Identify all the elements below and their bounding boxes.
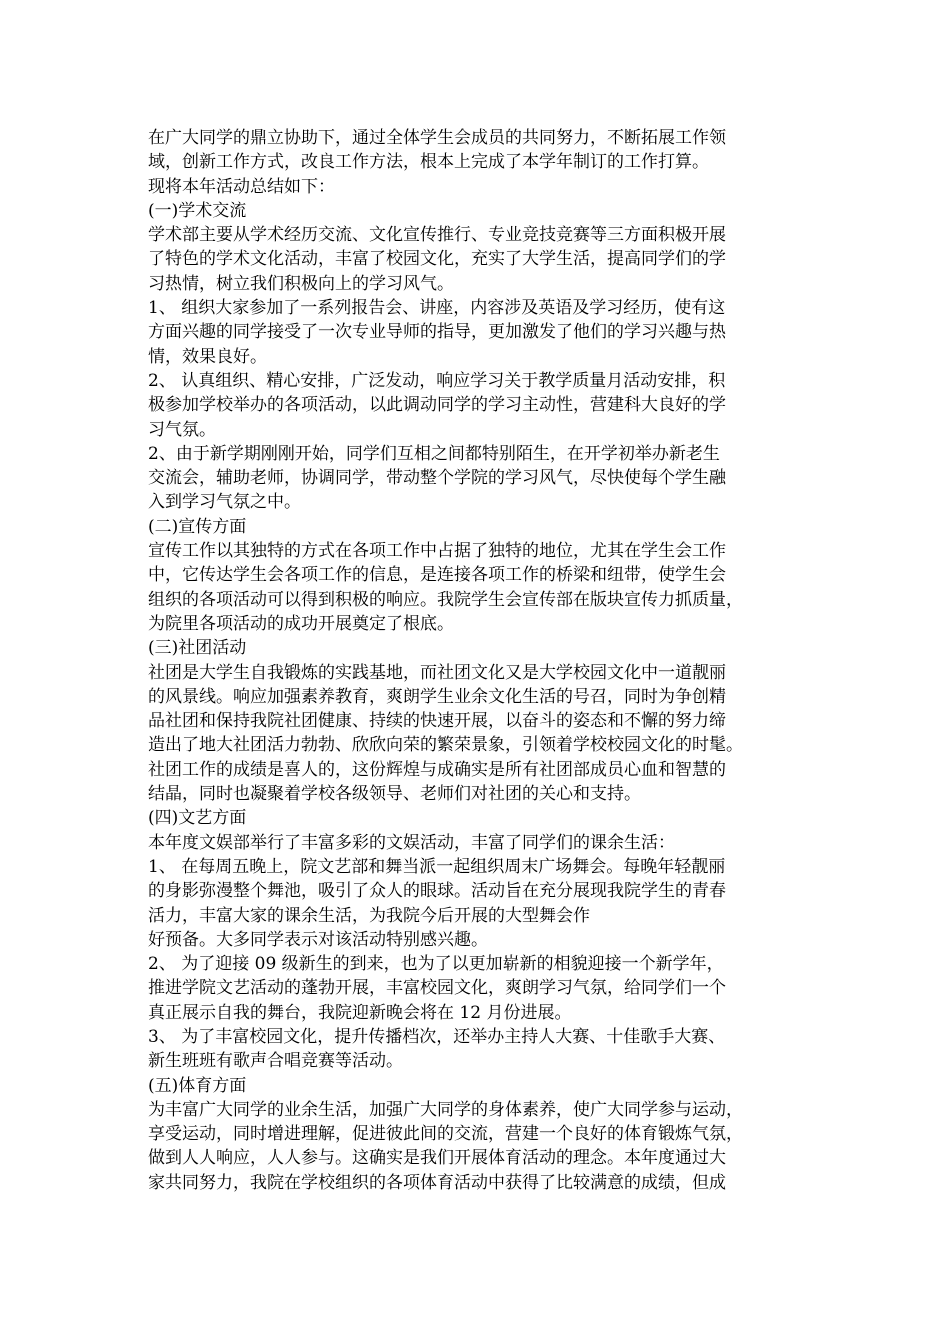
text-line: 新生班班有歌声合唱竞赛等活动。 (148, 1051, 403, 1072)
section-heading: (三)社团活动 (148, 638, 247, 659)
text-line: 1、 组织大家参加了一系列报告会、讲座，内容涉及英语及学习经历，使有这 (148, 298, 726, 319)
section-heading: (五)体育方面 (148, 1075, 247, 1096)
text-line: 2、 为了迎接 09 级新生的到来，也为了以更加崭新的相貌迎接一个新学年， (148, 954, 724, 975)
text-line: 造出了地大社团活力勃勃、欣欣向荣的繁荣景象，引领着学校校园文化的时髦。 (148, 735, 743, 756)
text-line: 为院里各项活动的成功开展奠定了根底。 (148, 613, 454, 634)
text-line: 社团工作的成绩是喜人的，这份辉煌与成确实是所有社团部成员心血和智慧的 (148, 759, 726, 780)
section-heading: (四)文艺方面 (148, 808, 247, 829)
text-line: 极参加学校举办的各项活动，以此调动同学的学习主动性，营建科大良好的学 (148, 395, 726, 416)
text-line: 享受运动，同时增进理解，促进彼此间的交流，营建一个良好的体育锻炼气氛， (148, 1124, 743, 1145)
text-line: 1、 在每周五晚上，院文艺部和舞当派一起组织周末广场舞会。每晚年轻靓丽 (148, 856, 726, 877)
text-line: 习热情，树立我们积极向上的学习风气。 (148, 273, 454, 294)
text-line: 为丰富广大同学的业余生活，加强广大同学的身体素养，使广大同学参与运动， (148, 1099, 743, 1120)
text-line: 社团是大学生自我锻炼的实践基地，而社团文化又是大学校园文化中一道靓丽 (148, 662, 726, 683)
text-line: 现将本年活动总结如下： (148, 176, 335, 197)
text-line: 宣传工作以其独特的方式在各项工作中占据了独特的地位，尤其在学生会工作 (148, 541, 726, 562)
text-line: 3、 为了丰富校园文化，提升传播档次，还举办主持人大赛、十佳歌手大赛、 (148, 1026, 726, 1047)
text-line: 真正展示自我的舞台，我院迎新晚会将在 12 月份进展。 (148, 1002, 572, 1023)
text-line: 品社团和保持我院社团健康、持续的快速开展，以奋斗的姿态和不懈的努力缔 (148, 711, 726, 732)
section-heading: (一)学术交流 (148, 200, 247, 221)
text-line: 域，创新工作方式，改良工作方法，根本上完成了本学年制订的工作打算。 (148, 152, 709, 173)
text-line: 习气氛。 (148, 419, 216, 440)
text-line: 组织的各项活动可以得到积极的响应。我院学生会宣传部在版块宣传力抓质量， (148, 589, 743, 610)
section-heading: (二)宣传方面 (148, 516, 247, 537)
text-line: 2、由于新学期刚刚开始，同学们互相之间都特别陌生，在开学初举办新老生 (148, 443, 720, 464)
text-line: 了特色的学术文化活动，丰富了校园文化，充实了大学生活，提高同学们的学 (148, 249, 726, 270)
text-line: 结晶，同时也凝聚着学校各级领导、老师们对社团的关心和支持。 (148, 784, 641, 805)
text-line: 方面兴趣的同学接受了一次专业导师的指导，更加激发了他们的学习兴趣与热 (148, 322, 726, 343)
text-line: 家共同努力，我院在学校组织的各项体育活动中获得了比较满意的成绩，但成 (148, 1172, 726, 1193)
text-line: 活力，丰富大家的课余生活，为我院今后开展的大型舞会作 (148, 905, 590, 926)
text-line: 2、 认真组织、精心安排，广泛发动，响应学习关于教学质量月活动安排，积 (148, 370, 726, 391)
text-line: 入到学习气氛之中。 (148, 492, 301, 513)
text-line: 交流会，辅助老师，协调同学，带动整个学院的学习风气，尽快使每个学生融 (148, 468, 726, 489)
text-line: 情，效果良好。 (148, 346, 267, 367)
text-line: 中，它传达学生会各项工作的信息，是连接各项工作的桥梁和纽带，使学生会 (148, 565, 726, 586)
text-line: 的风景线。响应加强素养教育，爽朗学生业余文化生活的号召，同时为争创精 (148, 686, 726, 707)
text-line: 学术部主要从学术经历交流、文化宣传推行、专业竞技竞赛等三方面积极开展 (148, 225, 726, 246)
text-line: 的身影弥漫整个舞池，吸引了众人的眼球。活动旨在充分展现我院学生的青春 (148, 881, 726, 902)
text-line: 在广大同学的鼎立协助下，通过全体学生会成员的共同努力，不断拓展工作领 (148, 128, 726, 148)
document-body (148, 126, 808, 1195)
text-line: 做到人人响应，人人参与。这确实是我们开展体育活动的理念。本年度通过大 (148, 1148, 726, 1169)
text-line: 本年度文娱部举行了丰富多彩的文娱活动，丰富了同学们的课余生活： (148, 832, 675, 853)
text-line: 推进学院文艺活动的蓬勃开展，丰富校园文化，爽朗学习气氛，给同学们一个 (148, 978, 726, 999)
text-line: 好预备。大多同学表示对该活动特别感兴趣。 (148, 929, 488, 950)
